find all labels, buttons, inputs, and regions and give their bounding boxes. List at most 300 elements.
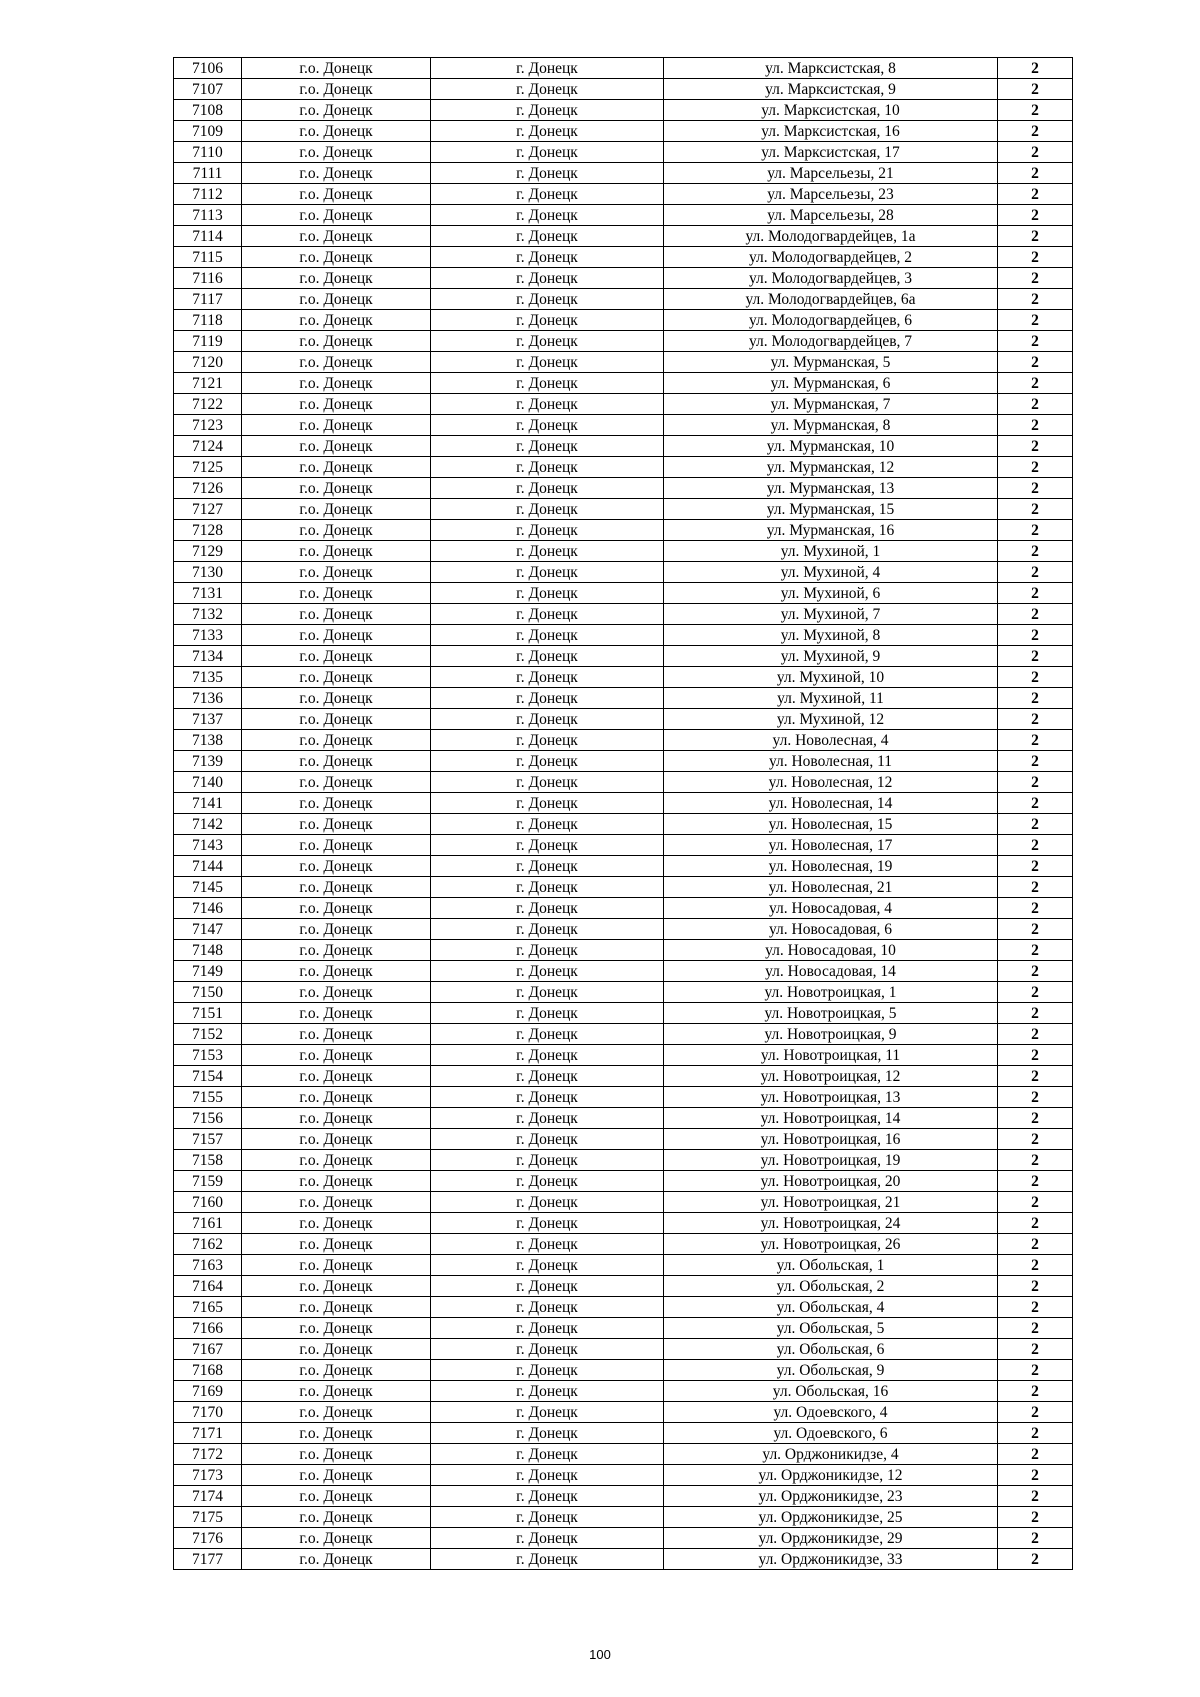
address-cell: ул. Марксистская, 9: [664, 79, 998, 100]
row-number-cell: 7121: [174, 373, 242, 394]
row-number-cell: 7130: [174, 562, 242, 583]
row-number-cell: 7158: [174, 1150, 242, 1171]
district-cell: г.о. Донецк: [242, 982, 431, 1003]
table-row: [174, 1507, 1073, 1528]
district-cell: г.о. Донецк: [242, 835, 431, 856]
city-cell: г. Донецк: [431, 1486, 664, 1507]
city-cell: г. Донецк: [431, 1150, 664, 1171]
city-cell: г. Донецк: [431, 688, 664, 709]
city-cell: г. Донецк: [431, 226, 664, 247]
address-cell: ул. Новотроицкая, 5: [664, 1003, 998, 1024]
row-number-cell: 7116: [174, 268, 242, 289]
table-row: [174, 1528, 1073, 1549]
city-cell: г. Донецк: [431, 625, 664, 646]
city-cell: г. Донецк: [431, 478, 664, 499]
address-cell: ул. Обольская, 1: [664, 1255, 998, 1276]
table-row: [174, 520, 1073, 541]
row-number-cell: 7161: [174, 1213, 242, 1234]
table-row: [174, 772, 1073, 793]
table-row: [174, 394, 1073, 415]
count-cell: 2: [998, 961, 1073, 982]
address-cell: ул. Новолесная, 4: [664, 730, 998, 751]
city-cell: г. Донецк: [431, 940, 664, 961]
district-cell: г.о. Донецк: [242, 121, 431, 142]
row-number-cell: 7146: [174, 898, 242, 919]
district-cell: г.о. Донецк: [242, 1255, 431, 1276]
count-cell: 2: [998, 1318, 1073, 1339]
address-cell: ул. Мурманская, 8: [664, 415, 998, 436]
district-cell: г.о. Донецк: [242, 1276, 431, 1297]
district-cell: г.о. Донецк: [242, 457, 431, 478]
address-cell: ул. Мухиной, 6: [664, 583, 998, 604]
table-row: [174, 331, 1073, 352]
address-cell: ул. Мурманская, 6: [664, 373, 998, 394]
city-cell: г. Донецк: [431, 331, 664, 352]
city-cell: г. Донецк: [431, 184, 664, 205]
district-cell: г.о. Донецк: [242, 814, 431, 835]
count-cell: 2: [998, 1528, 1073, 1549]
row-number-cell: 7164: [174, 1276, 242, 1297]
address-table: [173, 57, 1073, 1570]
count-cell: 2: [998, 1024, 1073, 1045]
address-cell: ул. Обольская, 4: [664, 1297, 998, 1318]
table-row: [174, 1129, 1073, 1150]
address-cell: ул. Мухиной, 12: [664, 709, 998, 730]
table-row: [174, 688, 1073, 709]
count-cell: 2: [998, 394, 1073, 415]
count-cell: 2: [998, 289, 1073, 310]
count-cell: 2: [998, 79, 1073, 100]
address-cell: ул. Новолесная, 19: [664, 856, 998, 877]
count-cell: 2: [998, 1150, 1073, 1171]
address-cell: ул. Молодогвардейцев, 6: [664, 310, 998, 331]
city-cell: г. Донецк: [431, 583, 664, 604]
table-row: [174, 1024, 1073, 1045]
row-number-cell: 7142: [174, 814, 242, 835]
row-number-cell: 7115: [174, 247, 242, 268]
table-row: [174, 184, 1073, 205]
count-cell: 2: [998, 940, 1073, 961]
table-row: [174, 1171, 1073, 1192]
count-cell: 2: [998, 1066, 1073, 1087]
city-cell: г. Донецк: [431, 1024, 664, 1045]
count-cell: 2: [998, 247, 1073, 268]
address-cell: ул. Орджоникидзе, 12: [664, 1465, 998, 1486]
count-cell: 2: [998, 562, 1073, 583]
address-cell: ул. Марсельезы, 23: [664, 184, 998, 205]
row-number-cell: 7156: [174, 1108, 242, 1129]
row-number-cell: 7157: [174, 1129, 242, 1150]
address-cell: ул. Марсельезы, 28: [664, 205, 998, 226]
row-number-cell: 7152: [174, 1024, 242, 1045]
district-cell: г.о. Донецк: [242, 1129, 431, 1150]
table-row: [174, 310, 1073, 331]
row-number-cell: 7153: [174, 1045, 242, 1066]
table-row: [174, 1549, 1073, 1570]
address-cell: ул. Обольская, 6: [664, 1339, 998, 1360]
address-cell: ул. Мурманская, 12: [664, 457, 998, 478]
count-cell: 2: [998, 1276, 1073, 1297]
row-number-cell: 7163: [174, 1255, 242, 1276]
district-cell: г.о. Донецк: [242, 751, 431, 772]
count-cell: 2: [998, 142, 1073, 163]
district-cell: г.о. Донецк: [242, 520, 431, 541]
count-cell: 2: [998, 1234, 1073, 1255]
city-cell: г. Донецк: [431, 730, 664, 751]
count-cell: 2: [998, 667, 1073, 688]
table-row: [174, 1234, 1073, 1255]
district-cell: г.о. Донецк: [242, 856, 431, 877]
row-number-cell: 7119: [174, 331, 242, 352]
address-cell: ул. Марксистская, 16: [664, 121, 998, 142]
table-row: [174, 898, 1073, 919]
city-cell: г. Донецк: [431, 373, 664, 394]
row-number-cell: 7132: [174, 604, 242, 625]
count-cell: 2: [998, 58, 1073, 79]
row-number-cell: 7144: [174, 856, 242, 877]
row-number-cell: 7122: [174, 394, 242, 415]
count-cell: 2: [998, 751, 1073, 772]
count-cell: 2: [998, 457, 1073, 478]
address-cell: ул. Марксистская, 10: [664, 100, 998, 121]
table-row: [174, 1066, 1073, 1087]
count-cell: 2: [998, 793, 1073, 814]
row-number-cell: 7127: [174, 499, 242, 520]
page-number: 100: [589, 1647, 611, 1662]
table-row: [174, 205, 1073, 226]
table-row: [174, 121, 1073, 142]
address-cell: ул. Новолесная, 21: [664, 877, 998, 898]
address-cell: ул. Новотроицкая, 16: [664, 1129, 998, 1150]
count-cell: 2: [998, 310, 1073, 331]
count-cell: 2: [998, 478, 1073, 499]
row-number-cell: 7155: [174, 1087, 242, 1108]
table-row: [174, 1402, 1073, 1423]
district-cell: г.о. Донецк: [242, 625, 431, 646]
count-cell: 2: [998, 352, 1073, 373]
table-row: [174, 877, 1073, 898]
count-cell: 2: [998, 1381, 1073, 1402]
count-cell: 2: [998, 982, 1073, 1003]
city-cell: г. Донецк: [431, 961, 664, 982]
address-cell: ул. Мухиной, 8: [664, 625, 998, 646]
city-cell: г. Донецк: [431, 1339, 664, 1360]
table-row: [174, 1465, 1073, 1486]
district-cell: г.о. Донецк: [242, 1465, 431, 1486]
city-cell: г. Донецк: [431, 1507, 664, 1528]
row-number-cell: 7137: [174, 709, 242, 730]
row-number-cell: 7113: [174, 205, 242, 226]
city-cell: г. Донецк: [431, 352, 664, 373]
district-cell: г.о. Донецк: [242, 709, 431, 730]
city-cell: г. Донецк: [431, 1318, 664, 1339]
district-cell: г.о. Донецк: [242, 1234, 431, 1255]
row-number-cell: 7135: [174, 667, 242, 688]
district-cell: г.о. Донецк: [242, 247, 431, 268]
count-cell: 2: [998, 1360, 1073, 1381]
table-row: [174, 1045, 1073, 1066]
address-cell: ул. Новолесная, 11: [664, 751, 998, 772]
table-row: [174, 919, 1073, 940]
city-cell: г. Донецк: [431, 1276, 664, 1297]
count-cell: 2: [998, 373, 1073, 394]
address-cell: ул. Орджоникидзе, 33: [664, 1549, 998, 1570]
table-row: [174, 1318, 1073, 1339]
count-cell: 2: [998, 331, 1073, 352]
row-number-cell: 7160: [174, 1192, 242, 1213]
row-number-cell: 7173: [174, 1465, 242, 1486]
district-cell: г.о. Донецк: [242, 289, 431, 310]
city-cell: г. Донецк: [431, 499, 664, 520]
row-number-cell: 7159: [174, 1171, 242, 1192]
district-cell: г.о. Донецк: [242, 604, 431, 625]
city-cell: г. Донецк: [431, 1213, 664, 1234]
district-cell: г.о. Донецк: [242, 1360, 431, 1381]
table-row: [174, 1213, 1073, 1234]
row-number-cell: 7171: [174, 1423, 242, 1444]
table-row: [174, 751, 1073, 772]
district-cell: г.о. Донецк: [242, 1087, 431, 1108]
table-row: [174, 982, 1073, 1003]
address-cell: ул. Новотроицкая, 14: [664, 1108, 998, 1129]
count-cell: 2: [998, 1444, 1073, 1465]
address-cell: ул. Молодогвардейцев, 2: [664, 247, 998, 268]
district-cell: г.о. Донецк: [242, 436, 431, 457]
address-cell: ул. Одоевского, 4: [664, 1402, 998, 1423]
district-cell: г.о. Донецк: [242, 268, 431, 289]
city-cell: г. Донецк: [431, 1255, 664, 1276]
table-row: [174, 793, 1073, 814]
address-cell: ул. Одоевского, 6: [664, 1423, 998, 1444]
city-cell: г. Донецк: [431, 1108, 664, 1129]
district-cell: г.о. Донецк: [242, 1297, 431, 1318]
district-cell: г.о. Донецк: [242, 1024, 431, 1045]
row-number-cell: 7126: [174, 478, 242, 499]
district-cell: г.о. Донецк: [242, 310, 431, 331]
district-cell: г.о. Донецк: [242, 940, 431, 961]
address-cell: ул. Новотроицкая, 19: [664, 1150, 998, 1171]
table-row: [174, 100, 1073, 121]
address-cell: ул. Обольская, 5: [664, 1318, 998, 1339]
count-cell: 2: [998, 898, 1073, 919]
table-row: [174, 562, 1073, 583]
row-number-cell: 7134: [174, 646, 242, 667]
address-cell: ул. Новотроицкая, 24: [664, 1213, 998, 1234]
count-cell: 2: [998, 646, 1073, 667]
district-cell: г.о. Донецк: [242, 1045, 431, 1066]
district-cell: г.о. Донецк: [242, 562, 431, 583]
address-cell: ул. Новотроицкая, 21: [664, 1192, 998, 1213]
row-number-cell: 7128: [174, 520, 242, 541]
district-cell: г.о. Донецк: [242, 772, 431, 793]
district-cell: г.о. Донецк: [242, 730, 431, 751]
table-row: [174, 58, 1073, 79]
city-cell: г. Донецк: [431, 814, 664, 835]
table-row: [174, 247, 1073, 268]
city-cell: г. Донецк: [431, 310, 664, 331]
city-cell: г. Донецк: [431, 646, 664, 667]
table-row: [174, 1255, 1073, 1276]
address-cell: ул. Новолесная, 15: [664, 814, 998, 835]
city-cell: г. Донецк: [431, 205, 664, 226]
row-number-cell: 7170: [174, 1402, 242, 1423]
city-cell: г. Донецк: [431, 1045, 664, 1066]
district-cell: г.о. Донецк: [242, 1003, 431, 1024]
table-row: [174, 142, 1073, 163]
table-row: [174, 352, 1073, 373]
table-row: [174, 541, 1073, 562]
district-cell: г.о. Донецк: [242, 1402, 431, 1423]
address-cell: ул. Новосадовая, 14: [664, 961, 998, 982]
address-cell: ул. Новотроицкая, 26: [664, 1234, 998, 1255]
district-cell: г.о. Донецк: [242, 1444, 431, 1465]
address-table-body: [174, 58, 1073, 1570]
address-cell: ул. Мухиной, 9: [664, 646, 998, 667]
row-number-cell: 7174: [174, 1486, 242, 1507]
district-cell: г.о. Донецк: [242, 352, 431, 373]
row-number-cell: 7149: [174, 961, 242, 982]
count-cell: 2: [998, 1108, 1073, 1129]
row-number-cell: 7129: [174, 541, 242, 562]
count-cell: 2: [998, 1192, 1073, 1213]
address-cell: ул. Мурманская, 7: [664, 394, 998, 415]
address-cell: ул. Орджоникидзе, 25: [664, 1507, 998, 1528]
count-cell: 2: [998, 730, 1073, 751]
address-cell: ул. Мурманская, 10: [664, 436, 998, 457]
city-cell: г. Донецк: [431, 247, 664, 268]
table-row: [174, 1486, 1073, 1507]
city-cell: г. Донецк: [431, 898, 664, 919]
table-row: [174, 730, 1073, 751]
count-cell: 2: [998, 1213, 1073, 1234]
address-cell: ул. Орджоникидзе, 29: [664, 1528, 998, 1549]
city-cell: г. Донецк: [431, 709, 664, 730]
city-cell: г. Донецк: [431, 1528, 664, 1549]
table-row: [174, 499, 1073, 520]
count-cell: 2: [998, 919, 1073, 940]
address-cell: ул. Обольская, 16: [664, 1381, 998, 1402]
district-cell: г.о. Донецк: [242, 1318, 431, 1339]
city-cell: г. Донецк: [431, 1549, 664, 1570]
city-cell: г. Донецк: [431, 142, 664, 163]
count-cell: 2: [998, 1087, 1073, 1108]
row-number-cell: 7165: [174, 1297, 242, 1318]
city-cell: г. Донецк: [431, 79, 664, 100]
district-cell: г.о. Донецк: [242, 1171, 431, 1192]
row-number-cell: 7141: [174, 793, 242, 814]
row-number-cell: 7147: [174, 919, 242, 940]
table-row: [174, 1003, 1073, 1024]
table-row: [174, 163, 1073, 184]
city-cell: г. Донецк: [431, 1234, 664, 1255]
district-cell: г.о. Донецк: [242, 1381, 431, 1402]
count-cell: 2: [998, 100, 1073, 121]
city-cell: г. Донецк: [431, 604, 664, 625]
city-cell: г. Донецк: [431, 562, 664, 583]
row-number-cell: 7154: [174, 1066, 242, 1087]
count-cell: 2: [998, 205, 1073, 226]
district-cell: г.о. Донецк: [242, 877, 431, 898]
city-cell: г. Донецк: [431, 835, 664, 856]
table-row: [174, 646, 1073, 667]
table-row: [174, 1108, 1073, 1129]
city-cell: г. Донецк: [431, 520, 664, 541]
district-cell: г.о. Донецк: [242, 919, 431, 940]
address-cell: ул. Орджоникидзе, 23: [664, 1486, 998, 1507]
table-row: [174, 1087, 1073, 1108]
count-cell: 2: [998, 184, 1073, 205]
city-cell: г. Донецк: [431, 1087, 664, 1108]
district-cell: г.о. Донецк: [242, 667, 431, 688]
district-cell: г.о. Донецк: [242, 1549, 431, 1570]
district-cell: г.о. Донецк: [242, 1507, 431, 1528]
district-cell: г.о. Донецк: [242, 100, 431, 121]
address-cell: ул. Новолесная, 17: [664, 835, 998, 856]
city-cell: г. Донецк: [431, 1360, 664, 1381]
table-row: [174, 226, 1073, 247]
row-number-cell: 7150: [174, 982, 242, 1003]
row-number-cell: 7125: [174, 457, 242, 478]
row-number-cell: 7108: [174, 100, 242, 121]
district-cell: г.о. Донецк: [242, 205, 431, 226]
district-cell: г.о. Донецк: [242, 331, 431, 352]
address-cell: ул. Мухиной, 4: [664, 562, 998, 583]
city-cell: г. Донецк: [431, 1171, 664, 1192]
district-cell: г.о. Донецк: [242, 961, 431, 982]
district-cell: г.о. Донецк: [242, 688, 431, 709]
district-cell: г.о. Донецк: [242, 1339, 431, 1360]
row-number-cell: 7131: [174, 583, 242, 604]
table-row: [174, 1297, 1073, 1318]
address-cell: ул. Орджоникидзе, 4: [664, 1444, 998, 1465]
table-row: [174, 268, 1073, 289]
address-cell: ул. Новолесная, 14: [664, 793, 998, 814]
row-number-cell: 7140: [174, 772, 242, 793]
address-cell: ул. Обольская, 2: [664, 1276, 998, 1297]
address-cell: ул. Мурманская, 16: [664, 520, 998, 541]
row-number-cell: 7124: [174, 436, 242, 457]
row-number-cell: 7175: [174, 1507, 242, 1528]
address-cell: ул. Молодогвардейцев, 6а: [664, 289, 998, 310]
row-number-cell: 7145: [174, 877, 242, 898]
table-row: [174, 835, 1073, 856]
row-number-cell: 7117: [174, 289, 242, 310]
row-number-cell: 7136: [174, 688, 242, 709]
count-cell: 2: [998, 835, 1073, 856]
district-cell: г.о. Донецк: [242, 1192, 431, 1213]
row-number-cell: 7109: [174, 121, 242, 142]
city-cell: г. Донецк: [431, 1381, 664, 1402]
address-cell: ул. Марсельезы, 21: [664, 163, 998, 184]
city-cell: г. Донецк: [431, 121, 664, 142]
count-cell: 2: [998, 1339, 1073, 1360]
address-cell: ул. Мурманская, 13: [664, 478, 998, 499]
count-cell: 2: [998, 856, 1073, 877]
table-row: [174, 1276, 1073, 1297]
district-cell: г.о. Донецк: [242, 541, 431, 562]
district-cell: г.о. Донецк: [242, 1423, 431, 1444]
count-cell: 2: [998, 1255, 1073, 1276]
district-cell: г.о. Донецк: [242, 226, 431, 247]
table-row: [174, 1381, 1073, 1402]
row-number-cell: 7114: [174, 226, 242, 247]
address-cell: ул. Новотроицкая, 11: [664, 1045, 998, 1066]
address-cell: ул. Мухиной, 7: [664, 604, 998, 625]
row-number-cell: 7143: [174, 835, 242, 856]
table-row: [174, 478, 1073, 499]
district-cell: г.о. Донецк: [242, 373, 431, 394]
count-cell: 2: [998, 1465, 1073, 1486]
